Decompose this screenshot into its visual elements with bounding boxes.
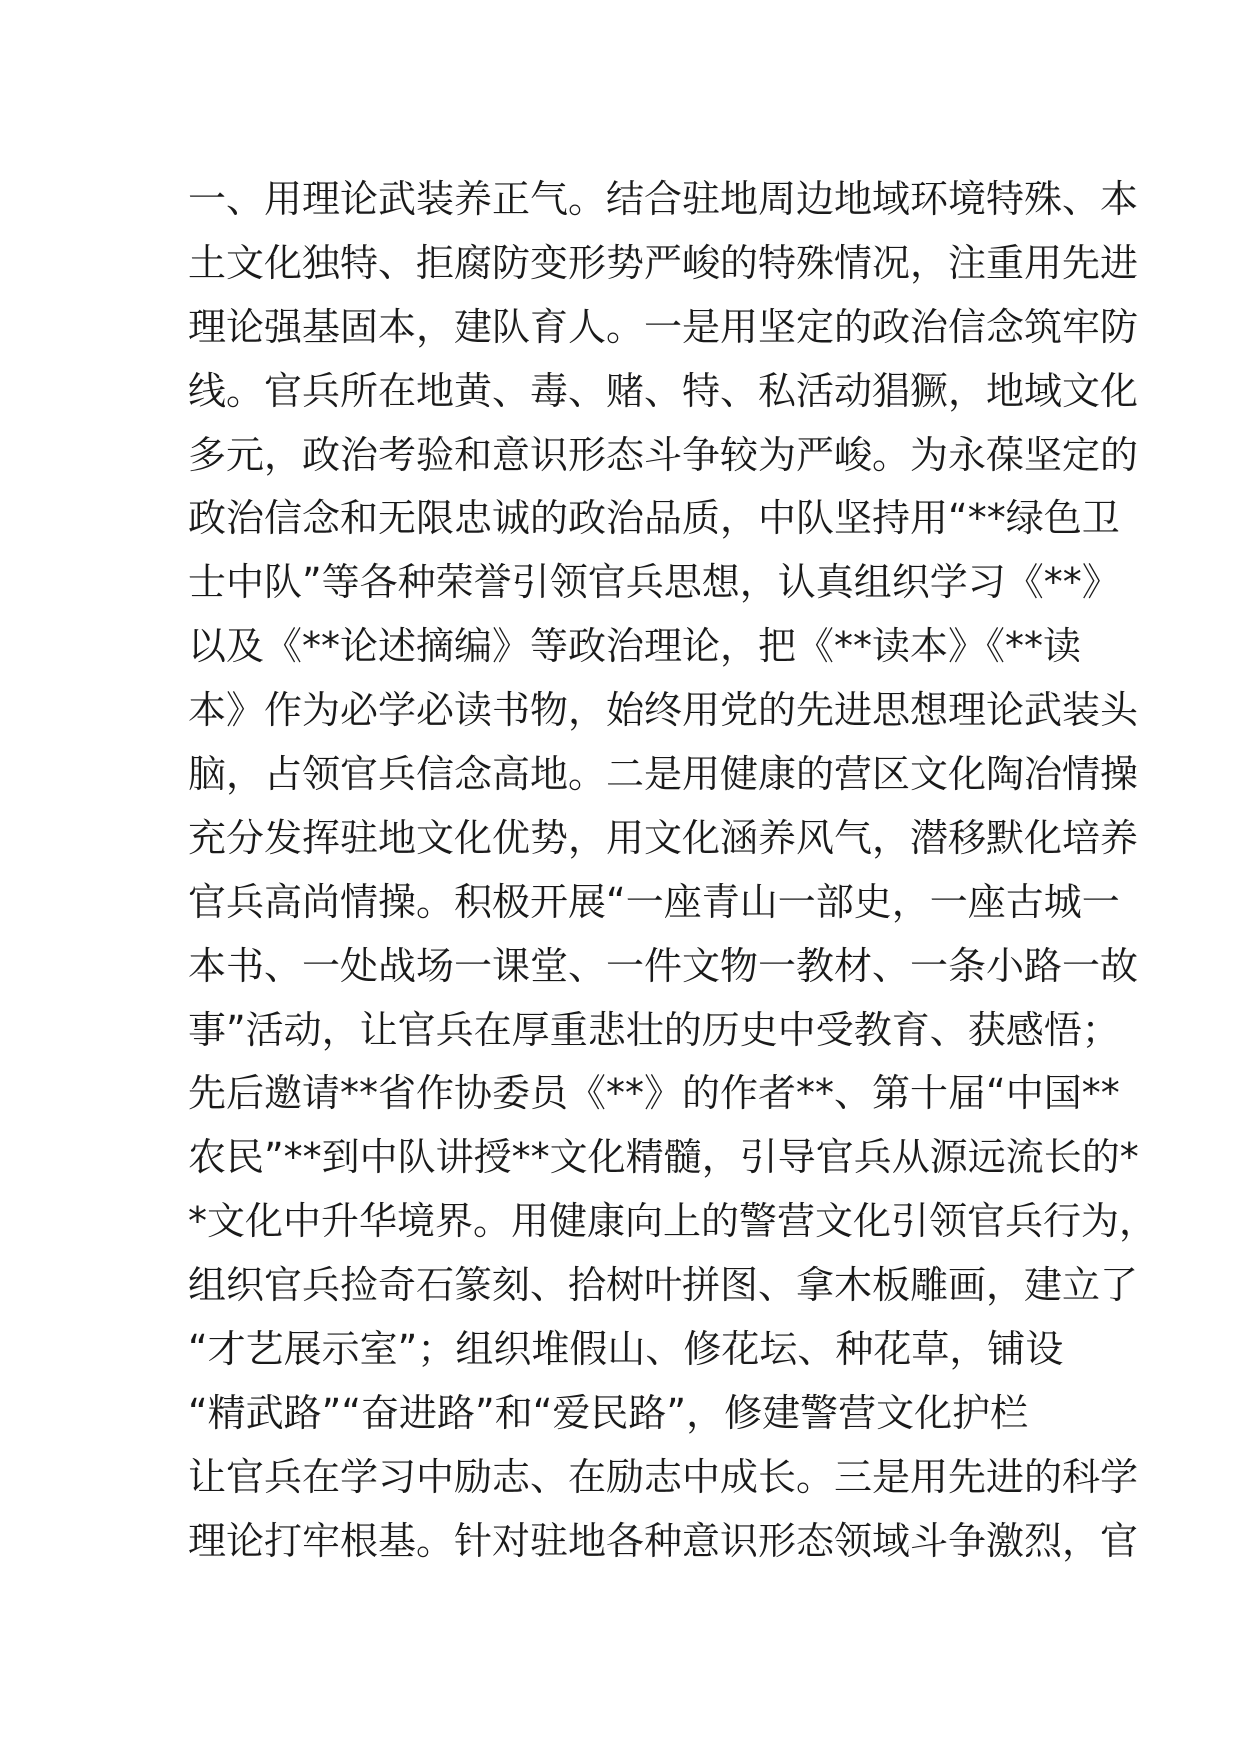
body-text [188, 168, 1158, 1574]
text-line: 本书、一处战场一课堂、一件文物一教材、一条小路一故 [188, 943, 1139, 988]
text-line: 组织官兵捡奇石篆刻、拾树叶拼图、拿木板雕画，建立了 [188, 1263, 1139, 1308]
text-line: *文化中升华境界。用健康向上的警营文化引领官兵行为， [188, 1199, 1158, 1244]
text-line: 理论强基固本，建队育人。一是用坚定的政治信念筑牢防 [188, 304, 1139, 349]
text-line: 政治信念和无限忠诚的政治品质，中队坚持用“**绿色卫 [188, 496, 1120, 541]
text-line: 事”活动，让官兵在厚重悲壮的历史中受教育、获感悟； [188, 1007, 1120, 1052]
text-line: 土文化独特、拒腐防变形势严峻的特殊情况，注重用先进 [188, 240, 1139, 285]
text-line: 本》作为必学必读书物，始终用党的先进思想理论武装头 [188, 688, 1139, 733]
text-line: 士中队”等各种荣誉引领官兵思想，认真组织学习《**》 [188, 560, 1120, 605]
text-line: 充分发挥驻地文化优势，用文化涵养风气，潜移默化培养 [188, 815, 1139, 860]
text-line: 脑，占领官兵信念高地。二是用健康的营区文化陶冶情操 [188, 752, 1139, 797]
text-line: 以及《**论述摘编》等政治理论，把《**读本》《**读 [188, 624, 1082, 669]
text-line: 多元，政治考验和意识形态斗争较为严峻。为永葆坚定的 [188, 432, 1139, 477]
text-line: “才艺展示室”；组织堆假山、修花坛、种花草，铺设 [188, 1327, 1064, 1372]
text-line: 一、用理论武装养正气。结合驻地周边地域环境特殊、本 [188, 177, 1139, 221]
text-line: 理论打牢根基。针对驻地各种意识形态领域斗争激烈，官 [188, 1518, 1139, 1563]
text-line: 让官兵在学习中励志、在励志中成长。三是用先进的科学 [188, 1454, 1139, 1499]
text-line: “精武路”“奋进路”和“爱民路”，修建警营文化护栏 [188, 1390, 1029, 1435]
text-line: 农民”**到中队讲授**文化精髓，引导官兵从源远流长的* [188, 1135, 1139, 1180]
text-line: 官兵高尚情操。积极开展“一座青山一部史，一座古城一 [188, 879, 1120, 924]
text-line: 线。官兵所在地黄、毒、赌、特、私活动猖獗，地域文化 [188, 368, 1139, 413]
text-line: 先后邀请**省作协委员《**》的作者**、第十届“中国** [188, 1071, 1120, 1116]
